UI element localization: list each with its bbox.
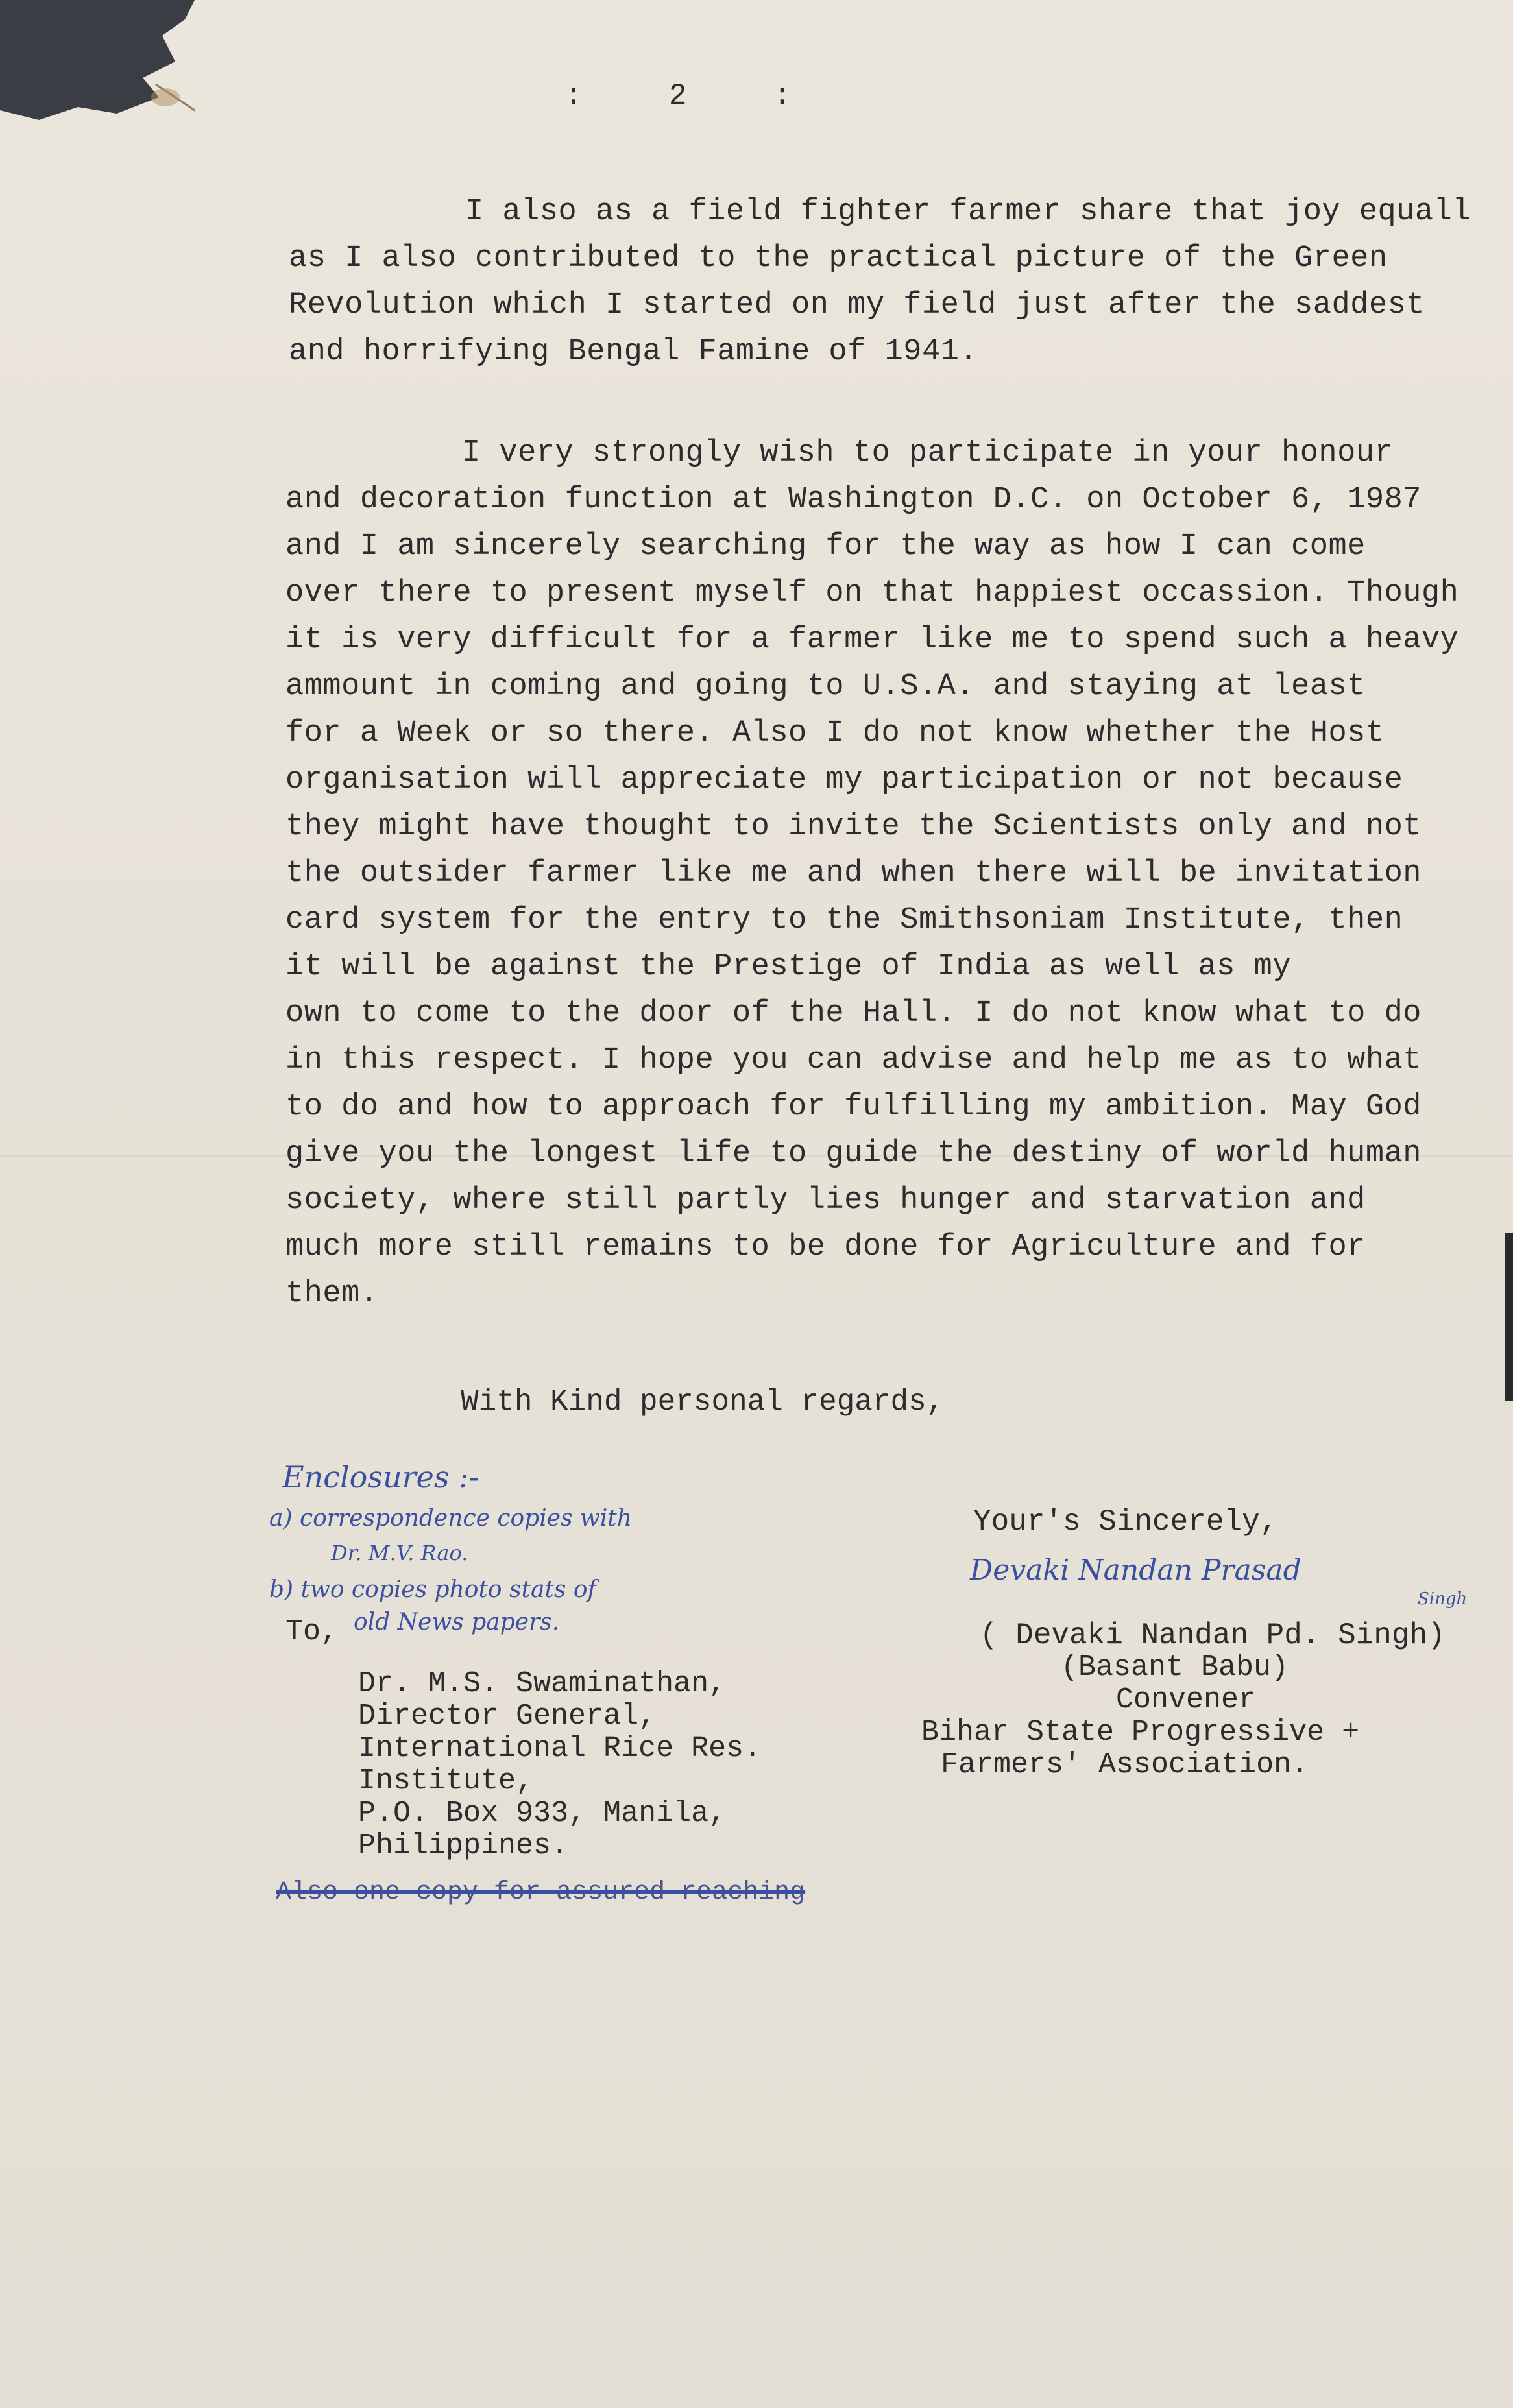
text-line: it is very difficult for a farmer like me to spend such a heavy bbox=[285, 623, 1459, 657]
signatory-org: Farmers' Association. bbox=[941, 1748, 1309, 1781]
text-line: as I also contributed to the practical picture of the Green bbox=[289, 241, 1388, 276]
recipient-line: International Rice Res. bbox=[358, 1732, 762, 1765]
text-line: to do and how to approach for fulfilling my ambition. May God bbox=[285, 1090, 1422, 1124]
torn-corner bbox=[0, 0, 195, 130]
text-line: and decoration function at Washington D.C. on October 6, 1987 bbox=[285, 483, 1422, 517]
salutation: Your's Sincerely, bbox=[973, 1505, 1278, 1539]
text-line: ammount in coming and going to U.S.A. and staying at least bbox=[285, 669, 1366, 704]
recipient-to-label: To, bbox=[285, 1615, 339, 1648]
text-line: it will be against the Prestige of India as well as my bbox=[285, 950, 1292, 984]
signatory-alias: (Basant Babu) bbox=[1061, 1651, 1289, 1684]
text-line: and I am sincerely searching for the way as how I can come bbox=[285, 529, 1366, 564]
recipient-line: Institute, bbox=[358, 1764, 534, 1798]
recipient-line: P.O. Box 933, Manila, bbox=[358, 1797, 727, 1830]
text-line: give you the longest life to guide the destiny of world human bbox=[285, 1137, 1422, 1171]
enclosure-item: b) two copies photo stats of bbox=[269, 1576, 596, 1603]
text-line: Revolution which I started on my field just after the saddest bbox=[289, 288, 1425, 322]
enclosure-item: a) correspondence copies with bbox=[269, 1505, 632, 1532]
closing-regards: With Kind personal regards, bbox=[461, 1385, 945, 1419]
page-edge-shadow bbox=[1505, 1233, 1513, 1401]
text-line: much more still remains to be done for Agriculture and for bbox=[285, 1230, 1366, 1264]
text-line: I very strongly wish to participate in your honour bbox=[462, 436, 1394, 470]
text-line: organisation will appreciate my participation or not because bbox=[285, 763, 1403, 797]
text-line: the outsider farmer like me and when there will be invitation bbox=[285, 856, 1422, 891]
enclosure-item: Dr. M.V. Rao. bbox=[331, 1541, 468, 1565]
text-line: card system for the entry to the Smithsoniam Institute, then bbox=[285, 903, 1403, 937]
signatory-title: Convener bbox=[1116, 1683, 1257, 1716]
text-line: them. bbox=[285, 1277, 379, 1311]
recipient-line: Philippines. bbox=[358, 1829, 569, 1862]
text-line: over there to present myself on that happiest occassion. Though bbox=[285, 576, 1459, 610]
struck-through-line: Also one copy for assured reaching bbox=[276, 1878, 806, 1907]
text-line: in this respect. I hope you can advise and help me as to what bbox=[285, 1043, 1422, 1078]
signatory-org: Bihar State Progressive + bbox=[921, 1716, 1360, 1749]
text-line: own to come to the door of the Hall. I do not know what to do bbox=[285, 996, 1422, 1031]
handwritten-signature: Devaki Nandan Prasad bbox=[970, 1554, 1301, 1587]
text-line: I also as a field fighter farmer share that joy equall bbox=[465, 195, 1471, 229]
text-line: and horrifying Bengal Famine of 1941. bbox=[289, 335, 978, 369]
enclosures-heading: Enclosures :- bbox=[282, 1460, 479, 1495]
enclosure-item: old News papers. bbox=[354, 1609, 560, 1635]
text-line: society, where still partly lies hunger and starvation and bbox=[285, 1183, 1366, 1218]
signatory-name: ( Devaki Nandan Pd. Singh) bbox=[980, 1619, 1446, 1652]
recipient-line: Dr. M.S. Swaminathan, bbox=[358, 1667, 727, 1700]
signature-suffix: Singh bbox=[1418, 1589, 1468, 1609]
text-line: for a Week or so there. Also I do not know whether the Host bbox=[285, 716, 1385, 751]
recipient-line: Director General, bbox=[358, 1700, 657, 1733]
text-line: they might have thought to invite the Scientists only and not bbox=[285, 810, 1422, 844]
page-number: : 2 : bbox=[564, 79, 808, 113]
